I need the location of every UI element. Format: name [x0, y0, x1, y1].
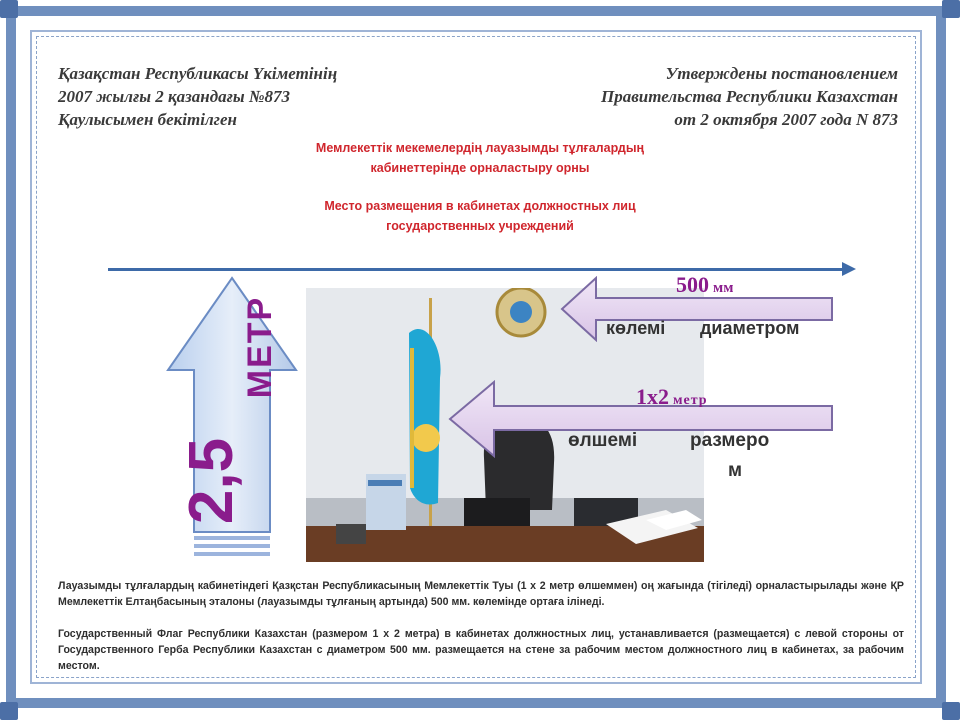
paragraph-kazakh: Лауазымды тұлғалардың кабинетіндегі Қазқстан Республикасының Мемлекеттік Туы (1 х 2 метр өлшеммен) оң жағында (тігіледі) орналастырылады және ҚР Мемлекеттік Елтаңбасының эталоны (лауазымды тұлғаның артында) 500 мм. көлемінде ортаға ілінеді. [58, 580, 904, 608]
header-line: Қаулысымен бекітілген [58, 110, 237, 129]
title-russian [250, 196, 710, 236]
header-line: Қазақстан Республикасы Үкіметінің [58, 64, 338, 83]
title-line: Место размещения в кабинетах должностных лиц [324, 199, 636, 213]
height-value: 2,5 [177, 437, 246, 525]
paragraph-russian: Государственный Флаг Республики Казахстан (размером 1 х 2 метра) в кабинетах должностных лиц, устанавливается (размещается) с левой стороны от Государственного Герба Республики Казахстан с диаметром 500 мм. размещается на стене за рабочим местом должностного лиц в кабинетах, за рабочим местом. [58, 628, 904, 672]
corner-ornament [0, 0, 18, 18]
height-label [170, 292, 280, 532]
emblem-size-value: 500 [676, 272, 709, 297]
flag-size-unit: метр [673, 393, 708, 408]
header-line: от 2 октября 2007 года N 873 [674, 110, 898, 129]
corner-ornament [0, 702, 18, 720]
ceiling-line [108, 268, 848, 271]
title-line: государственных учреждений [386, 219, 574, 233]
emblem-kz-word: көлемі [606, 318, 666, 338]
flag-kz-word: өлшемі [568, 430, 638, 451]
height-unit: МЕТР [241, 295, 279, 399]
header-line: 2007 жылғы 2 қазандағы №873 [58, 87, 291, 106]
corner-ornament [942, 702, 960, 720]
emblem-size-unit: мм [713, 280, 734, 296]
ceiling-arrowhead [842, 262, 856, 276]
header-right-approval [601, 62, 898, 131]
header-left-approval [58, 62, 337, 131]
header-line: Утверждены постановлением [665, 64, 898, 83]
flag-size [636, 384, 708, 410]
emblem-size [676, 272, 733, 298]
title-line: кабинеттерінде орналастыру орны [370, 161, 590, 175]
flag-size-value: 1х2 [636, 384, 669, 409]
emblem-ru-word: диаметром [700, 318, 800, 338]
flag-ru-word-cont: м [728, 460, 743, 481]
title-line: Мемлекеттік мекемелердің лауазымды тұлғалардың [315, 141, 645, 155]
corner-ornament [942, 0, 960, 18]
flag-ru-word: размеро [690, 430, 770, 451]
header-line: Правительства Республики Казахстан [600, 87, 898, 106]
title-kazakh [250, 138, 710, 178]
